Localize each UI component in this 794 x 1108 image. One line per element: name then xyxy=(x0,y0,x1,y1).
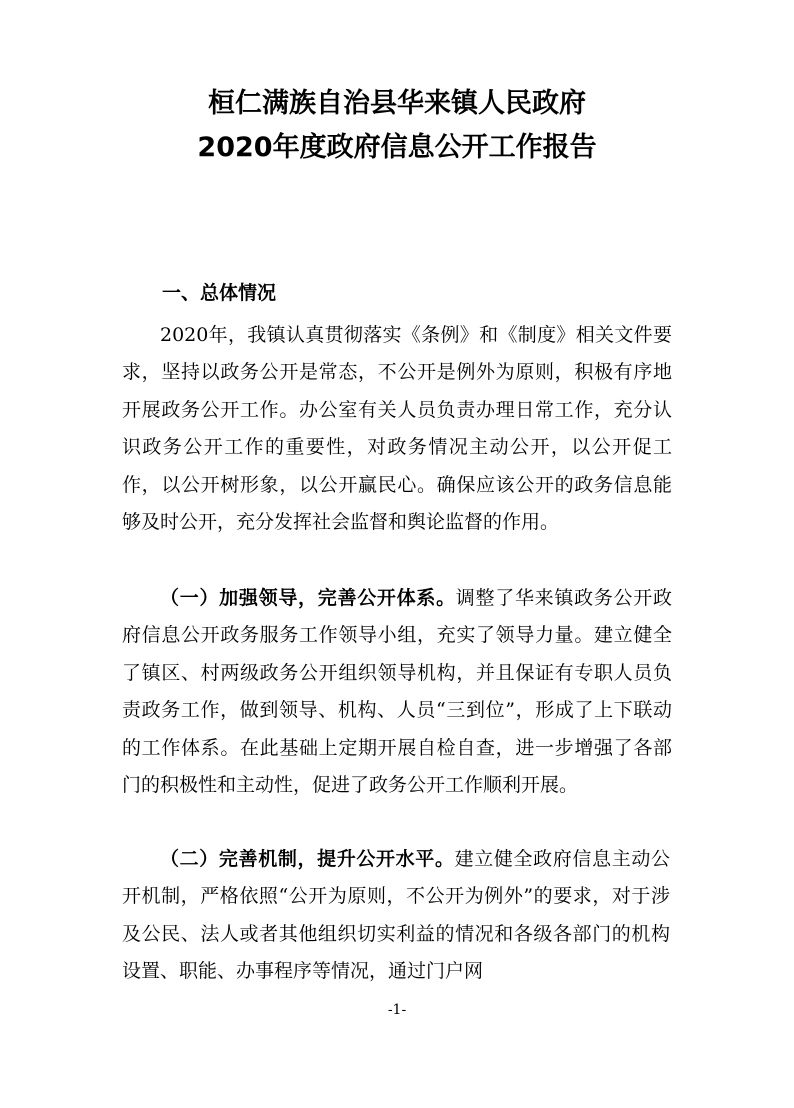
document-title-line2: 2020年度政府信息公开工作报告 xyxy=(197,132,597,163)
paragraph-body-text: 调整了华来镇政务公开政府信息公开政务服务工作领导小组，充实了领导力量。建立健全了镇区、村两级政务公开组织领导机构，并且保证有专职人员负责政务工作，做到领导、机构、人员“三到位”，形成了上下联动的工作体系。在此基础上定期开展自检自查，进一步增强了各部门的积极性和主动性，促进了政务公开工作顺利开展。 xyxy=(122,587,672,797)
document-title-line1: 桓仁满族自治县华来镇人民政府 xyxy=(208,88,586,119)
paragraph-body-text: 建立健全政府信息主动公开机制，严格依照“公开为原则，不公开为例外”的要求，对于涉及公民、法人或者其他组织切实利益的情况和各级各部门的机构设置、职能、办事程序等情况，通过门户网 xyxy=(122,848,670,983)
paragraph-lead-heading: （二）完善机制，提升公开水平。 xyxy=(160,848,455,870)
paragraph-mechanism xyxy=(122,841,670,991)
page-number: -1- xyxy=(387,1002,407,1018)
paragraph-leadership xyxy=(122,580,672,804)
paragraph-lead-heading: （一）加强领导，完善公开体系。 xyxy=(160,587,456,609)
paragraph-overview: 2020年，我镇认真贯彻落实《条例》和《制度》相关文件要求，坚持以政务公开是常态，不公开是例外为原则，积极有序地开展政务公开工作。办公室有关人员负责办理日常工作，充分认识政务公开工作的重要性，对政务情况主动公开，以公开促工作，以公开树形象，以公开赢民心。确保应该公开的政务信息能够及时公开，充分发挥社会监督和舆论监督的作用。 xyxy=(122,324,672,534)
section-heading: 一、总体情况 xyxy=(162,282,277,304)
